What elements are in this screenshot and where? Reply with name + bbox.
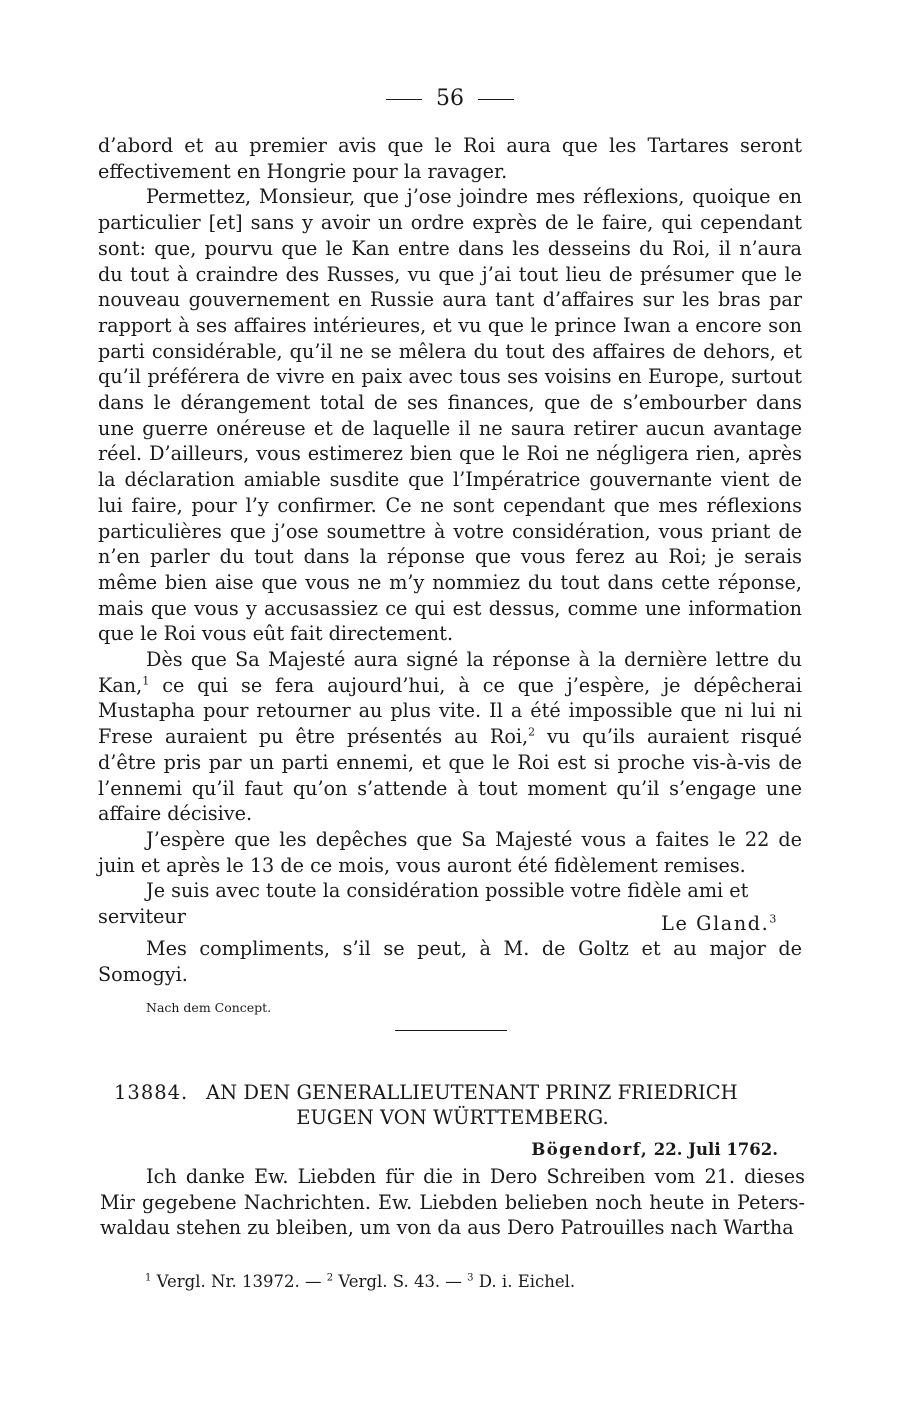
heading-line-1: AN DEN GENERALLIEUTENANT PRINZ FRIEDRICH	[206, 1081, 738, 1104]
signature	[661, 911, 778, 937]
letter-paragraph-5: Je suis avec toute la considération possible votre fidèle ami et	[146, 879, 749, 903]
signature-name: Le Gland.	[661, 912, 770, 936]
letter-paragraph-3-part-b: ce qui se fera aujourd’hui, à ce que j’espère, je dépêcherai Mustapha pour retourner au plus vite. Il a été impossible que ni lui ni Frese auraient pu être présentés au Roi,	[98, 673, 802, 749]
footnote-marker-2: 2	[528, 725, 536, 739]
footnote-2-text: Vergl. S. 43. —	[333, 1272, 468, 1291]
source-note: Nach dem Concept.	[146, 1000, 272, 1015]
footnote-3-text: D. i. Eichel.	[473, 1272, 576, 1291]
dateline-place: Bögendorf,	[531, 1140, 649, 1159]
footnote-marker-3: 3	[769, 912, 778, 926]
document-number: 13884.	[114, 1081, 189, 1104]
section-divider	[395, 1030, 507, 1031]
page-number-dash-right	[478, 99, 514, 100]
letter-paragraph-4: J’espère que les depêches que Sa Majesté vous a faites le 22 de juin et après le 13 de ce mois, vous auront été fidèlement remises.	[98, 827, 802, 877]
document-body	[100, 1164, 805, 1241]
footnote-1-text: Vergl. Nr. 13972. —	[151, 1272, 327, 1291]
document-paragraph-1: Ich danke Ew. Liebden für die in Dero Schreiben vom 21. dieses Mir gegebene Nachrichten. Ew. Liebden belieben noch heute in Peterswaldau stehen zu bleiben, um von da aus Dero Patrouilles nach Wartha	[100, 1165, 805, 1240]
letter-paragraph-3	[98, 647, 802, 827]
footnote-marker-1: 1	[142, 674, 150, 688]
footnotes	[145, 1272, 575, 1292]
dateline	[531, 1140, 778, 1160]
signature-row	[98, 904, 802, 936]
footnote-2-marker: 2	[326, 1272, 334, 1284]
page-number-dash-left	[386, 99, 422, 100]
heading-line-2: EUGEN VON WÜRTTEMBERG.	[296, 1106, 609, 1129]
letter-body	[98, 133, 802, 988]
letter-paragraph-3-part-a: Dès que Sa Majesté aura signé la réponse à la dernière lettre du Kan,	[98, 648, 802, 697]
page-number: 56	[436, 86, 464, 111]
dateline-date: 22. Juli 1762.	[653, 1140, 778, 1159]
letter-postscript: Mes compliments, s’il se peut, à M. de Goltz et au major de Somogyi.	[98, 937, 802, 986]
footnote-1-marker: 1	[145, 1272, 152, 1284]
letter-paragraph-3-part-c: vu qu’ils auraient risqué d’être pris par un parti ennemi, et que le Roi est si proche vis-à-vis de l’ennemi qu’il faut qu’on s’attende à tout moment qu’il s’engage une affaire décisive.	[98, 725, 803, 826]
closing-word: serviteur	[98, 905, 186, 929]
footnote-3-marker: 3	[467, 1272, 474, 1284]
letter-paragraph-2: Permettez, Monsieur, que j’ose joindre mes réflexions, quoique en particulier [et] sans y avoir un ordre exprès de le faire, qui cependant sont: que, pourvu que le Kan entre dans les desseins du Roi, il n’aura du tout à craindre des Russes, vu que j’ai tout lieu de présumer que le nouveau gouvernement en Russie aura tant d’affaires sur les bras par rapport à ses affaires intérieures, et vu que le prince Iwan a encore son parti considérable, qu’il ne se mêlera du tout des affaires de dehors, et qu’il préférera de vivre en paix avec tous ses voisins en Europe, surtout dans le dérangement total de ses finances, que de s’embourber dans une guerre onéreuse et de laquelle il ne saura retirer aucun avantage réel. D’ailleurs, vous estimerez bien que le Roi ne négligera rien, après la déclaration amiable susdite que l’Impératrice gouvernante vient de lui faire, pour l’y confirmer. Ce ne sont cependant que mes réflexions particulières que j’ose soumettre à votre considération, vous priant de n’en parler du tout dans la réponse que vous ferez au Roi; je serais même bien aise que vous ne m’y nommiez du tout dans cette réponse, mais que vous y accusassiez ce qui est dessus, comme une information que le Roi vous eût fait directement.	[98, 185, 802, 646]
letter-paragraph-1: d’abord et au premier avis que le Roi aura que les Tartares seront effectivement en Hongrie pour la ravager.	[98, 134, 802, 183]
page-number-header	[0, 86, 900, 112]
